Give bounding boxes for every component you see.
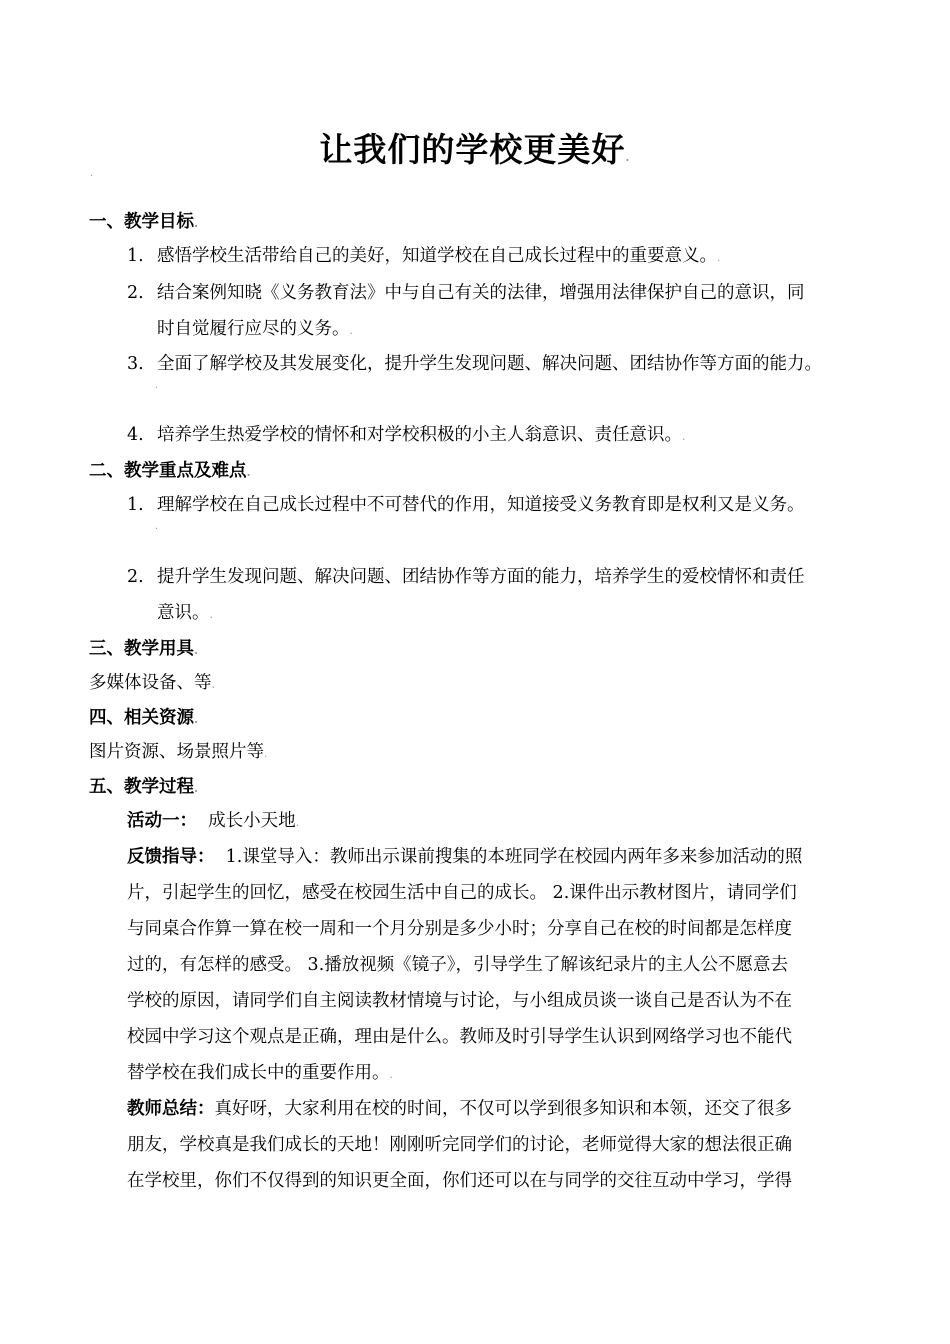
summary-line-1: 教师总结：真好呀，大家利用在校的时间，不仅可以学到很多知识和本领，还交了很多 xyxy=(127,1099,792,1119)
objective-item-2-cont: 时自觉履行应尽的义务。. xyxy=(157,319,353,339)
summary-line-2: 朋友，学校真是我们成长的天地！刚刚听完同学们的讨论，老师觉得大家的想法很正确 xyxy=(127,1135,792,1155)
resources-body: 图片资源、场景照片等. xyxy=(89,742,268,762)
activity-one: 活动一： 成长小天地. xyxy=(127,811,300,831)
feedback-line-6: 校园中学习这个观点是正确，理由是什么。教师及时引导学生认识到网络学习也不能代 xyxy=(127,1027,792,1047)
feedback-line-3: 与同桌合作算一算在校一周和一个月分别是多少小时；分享自己在校的时间都是怎样度 xyxy=(127,919,792,939)
feedback-line-4: 过的，有怎样的感受。 3.播放视频《镜子》，引导学生了解该纪录片的主人公不愿意去 xyxy=(127,955,789,975)
objective-item-4: 4. 培养学生热爱学校的情怀和对学校积极的小主人翁意识、责任意识。. xyxy=(127,425,686,445)
key-point-item-2-cont: 意识。. xyxy=(157,603,213,623)
key-point-item-2: 2. 提升学生发现问题、解决问题、团结协作等方面的能力，培养学生的爱校情怀和责任 xyxy=(127,567,805,587)
document-title: 让我们的学校更美好. xyxy=(319,130,631,169)
section-heading-objectives: 一、教学目标. xyxy=(89,212,199,232)
paragraph-mark: · xyxy=(155,524,159,535)
section-heading-tools: 三、教学用具. xyxy=(89,639,199,659)
objective-item-2: 2. 结合案例知晓《义务教育法》中与自己有关的法律，增强用法律保护自己的意识，同 xyxy=(127,283,805,303)
tools-body: 多媒体设备、等. xyxy=(89,673,215,693)
summary-line-3: 在学校里，你们不仅得到的知识更全面，你们还可以在与同学的交往互动中学习，学得 xyxy=(127,1171,792,1191)
feedback-line-2: 片，引起学生的回忆，感受在校园生活中自己的成长。 2.课件出示教材图片，请同学们 xyxy=(127,883,797,903)
feedback-line-7: 替学校在我们成长中的重要作用。. xyxy=(127,1063,393,1083)
section-heading-key-points: 二、教学重点及难点. xyxy=(89,461,251,481)
section-heading-process: 五、教学过程. xyxy=(89,777,199,797)
objective-item-1: 1. 感悟学校生活带给自己的美好，知道学校在自己成长过程中的重要意义。. xyxy=(127,246,721,266)
objective-item-3: 3. 全面了解学校及其发展变化，提升学生发现问题、解决问题、团结协作等方面的能力。 xyxy=(127,354,822,374)
paragraph-mark: · xyxy=(155,383,159,394)
feedback-line-5: 学校的原因，请同学们自主阅读教材情境与讨论，与小组成员谈一谈自己是否认为不在 xyxy=(127,991,792,1011)
key-point-item-1: 1. 理解学校在自己成长过程中不可替代的作用，知道接受义务教育即是权利又是义务。 xyxy=(127,495,805,515)
feedback-line-1: 反馈指导： 1.课堂导入：教师出示课前搜集的本班同学在校园内两年多来参加活动的照 xyxy=(127,847,803,867)
paragraph-mark: · xyxy=(90,171,94,182)
section-heading-resources: 四、相关资源. xyxy=(89,708,199,728)
